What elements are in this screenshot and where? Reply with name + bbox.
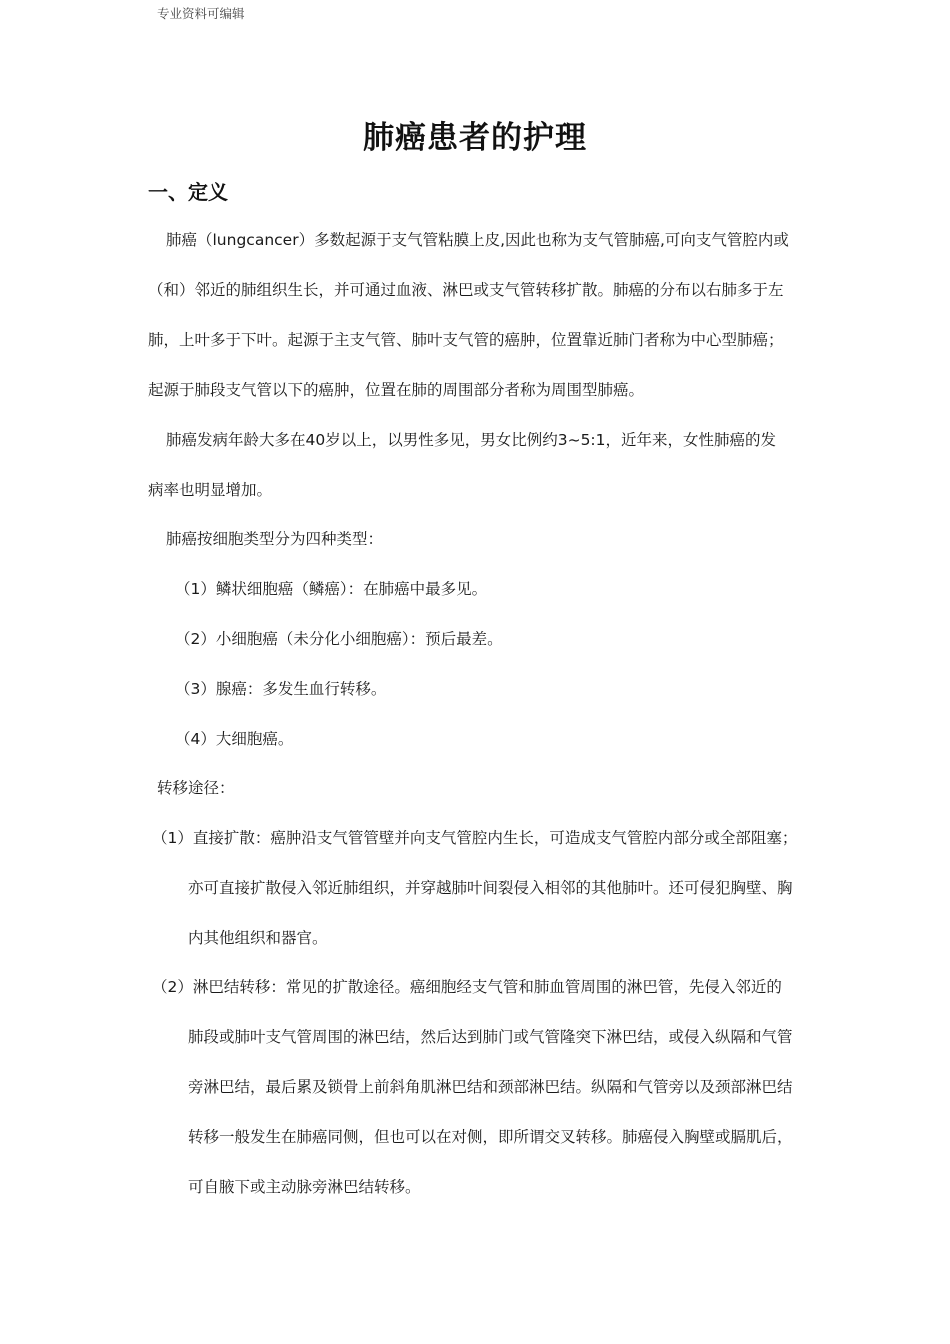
watermark-text: 专业资料可编辑 — [157, 6, 245, 21]
metastasis-lymph-line: （2）淋巴结转移：常见的扩散途径。癌细胞经支气管和肺血管周围的淋巴管，先侵入邻近的 — [152, 978, 782, 996]
definition-line: 起源于肺段支气管以下的癌肿，位置在肺的周围部分者称为周围型肺癌。 — [148, 381, 645, 399]
metastasis-lymph-line: 可自腋下或主动脉旁淋巴结转移。 — [188, 1178, 421, 1196]
section-heading-definition: 一、定义 — [148, 180, 228, 204]
type-item: （3）腺癌：多发生血行转移。 — [175, 680, 387, 698]
metastasis-direct-line: 亦可直接扩散侵入邻近肺组织，并穿越肺叶间裂侵入相邻的其他肺叶。还可侵犯胸壁、胸 — [188, 879, 793, 897]
type-item: （4）大细胞癌。 — [175, 730, 294, 748]
metastasis-lymph-line: 旁淋巴结，最后累及锁骨上前斜角肌淋巴结和颈部淋巴结。纵隔和气管旁以及颈部淋巴结 — [188, 1078, 793, 1096]
incidence-line: 病率也明显增加。 — [148, 481, 273, 499]
metastasis-direct-line: （1）直接扩散：癌肿沿支气管管壁并向支气管腔内生长，可造成支气管腔内部分或全部阻塞； — [152, 829, 798, 847]
metastasis-heading: 转移途径： — [157, 779, 235, 797]
type-item: （2）小细胞癌（未分化小细胞癌）：预后最差。 — [175, 630, 503, 648]
metastasis-lymph-line: 肺段或肺叶支气管周围的淋巴结，然后达到肺门或气管隆突下淋巴结，或侵入纵隔和气管 — [188, 1028, 793, 1046]
metastasis-direct-line: 内其他组织和器官。 — [188, 929, 328, 947]
definition-line: 肺，上叶多于下叶。起源于主支气管、肺叶支气管的癌肿，位置靠近肺门者称为中心型肺癌； — [148, 331, 784, 349]
types-intro: 肺癌按细胞类型分为四种类型： — [166, 530, 384, 548]
metastasis-lymph-line: 转移一般发生在肺癌同侧，但也可以在对侧，即所谓交叉转移。肺癌侵入胸壁或膈肌后， — [188, 1128, 793, 1146]
type-item: （1）鳞状细胞癌（鳞癌）：在肺癌中最多见。 — [175, 580, 488, 598]
document-title: 肺癌患者的护理 — [363, 120, 587, 156]
definition-line: （和）邻近的肺组织生长，并可通过血液、淋巴或支气管转移扩散。肺癌的分布以右肺多于左 — [148, 281, 784, 299]
definition-line: 肺癌（lungcancer）多数起源于支气管粘膜上皮,因此也称为支气管肺癌,可向支气管腔内或 — [166, 231, 789, 249]
incidence-line: 肺癌发病年龄大多在40岁以上，以男性多见，男女比例约3~5:1，近年来，女性肺癌的发 — [166, 431, 777, 449]
